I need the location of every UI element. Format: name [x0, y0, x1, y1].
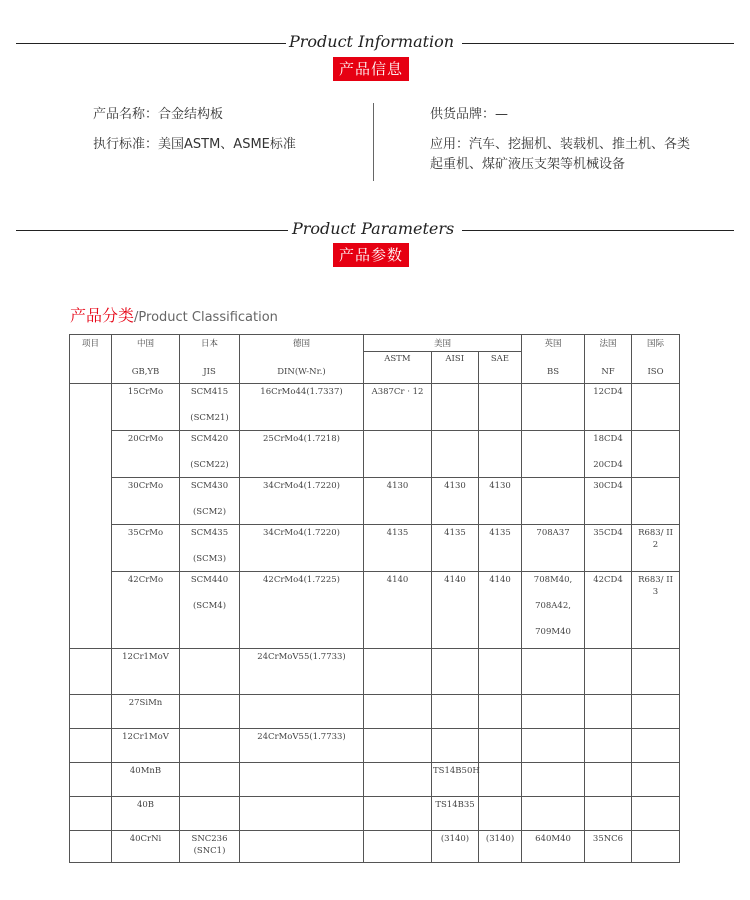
cell-jis — [180, 797, 240, 831]
cell-iso — [632, 649, 680, 695]
cell-jis-text: SCM430 — [190, 481, 229, 491]
cell-jis — [180, 729, 240, 763]
cell-nf — [585, 572, 632, 649]
cell-iso-text: R683/ II — [638, 575, 673, 585]
cell-item — [70, 384, 112, 649]
cell-sae — [479, 572, 522, 649]
cell-sae — [479, 831, 522, 863]
cell-jis — [180, 572, 240, 649]
classification-table — [69, 334, 680, 863]
header-france: 法国 NF — [585, 335, 632, 384]
cell-din-text: 24CrMoV55(1.7733) — [257, 732, 346, 742]
cell-aisi-text: 4140 — [444, 575, 466, 585]
cell-iso — [632, 729, 680, 763]
cell-astm — [364, 797, 432, 831]
cell-din-text: 25CrMo4(1.7218) — [263, 434, 340, 444]
cell-gb-text: 27SiMn — [128, 698, 163, 708]
cell-aisi — [432, 431, 479, 478]
cell-astm — [364, 831, 432, 863]
cell-item — [70, 729, 112, 763]
header-germany: 德国 DIN(W-Nr.) — [240, 335, 364, 384]
cell-sae — [479, 763, 522, 797]
cell-bs — [522, 831, 585, 863]
cell-gb-text: 15CrMo — [127, 387, 164, 397]
cell-gb — [112, 649, 180, 695]
divider-line — [16, 43, 286, 44]
cell-item — [70, 797, 112, 831]
table-row — [70, 478, 680, 525]
cell-bs-text: 708A42, — [535, 601, 571, 611]
cell-jis — [180, 431, 240, 478]
cell-nf-text: 20CD4 — [593, 460, 623, 470]
cell-astm — [364, 384, 432, 431]
cell-jis — [180, 831, 240, 863]
cell-sae — [479, 384, 522, 431]
cell-nf-text: 35NC6 — [592, 834, 624, 844]
cell-bs — [522, 431, 585, 478]
header-intl: 国际 ISO — [632, 335, 680, 384]
cell-din — [240, 525, 364, 572]
cell-bs-text: 708M40, — [533, 575, 573, 585]
cell-jis — [180, 649, 240, 695]
header-sae: SAE — [490, 354, 509, 364]
cell-aisi — [432, 729, 479, 763]
cell-gb-text: 35CrMo — [127, 528, 164, 538]
cell-iso-text: 2 — [652, 540, 659, 550]
cell-din — [240, 478, 364, 525]
cell-item — [70, 695, 112, 729]
cell-gb-text: 40MnB — [129, 766, 162, 776]
cell-bs — [522, 649, 585, 695]
cell-gb — [112, 478, 180, 525]
cell-nf — [585, 478, 632, 525]
cell-aisi — [432, 525, 479, 572]
cell-sae — [479, 729, 522, 763]
cell-din — [240, 695, 364, 729]
table-row — [70, 384, 680, 431]
table-row — [70, 431, 680, 478]
cell-sae — [479, 478, 522, 525]
cell-gb-text: 30CrMo — [127, 481, 164, 491]
cell-sae — [479, 431, 522, 478]
cell-jis — [180, 525, 240, 572]
header-aisi: AISI — [432, 352, 479, 383]
cell-astm — [364, 478, 432, 525]
cell-bs — [522, 572, 585, 649]
cell-iso — [632, 525, 680, 572]
cell-aisi-text: TS14B35 — [435, 800, 475, 810]
divider-line — [16, 230, 288, 231]
cell-nf — [585, 797, 632, 831]
cell-gb — [112, 572, 180, 649]
cell-din — [240, 729, 364, 763]
section-title-en: Product Information — [289, 32, 455, 51]
cell-gb — [112, 831, 180, 863]
cell-iso — [632, 797, 680, 831]
cell-bs — [522, 797, 585, 831]
cell-gb — [112, 384, 180, 431]
section-title-en: Product Parameters — [292, 219, 455, 238]
cell-aisi — [432, 797, 479, 831]
classification-title-cn: 产品分类 — [70, 306, 135, 325]
cell-astm — [364, 525, 432, 572]
divider-line — [462, 43, 734, 44]
cell-aisi — [432, 695, 479, 729]
cell-bs-text: 708A37 — [536, 528, 570, 538]
cell-gb-text: 40B — [136, 800, 155, 810]
cell-jis-text: SNC236 — [191, 834, 228, 844]
cell-gb — [112, 797, 180, 831]
cell-nf-text: 42CD4 — [593, 575, 623, 585]
product-application-line1: 应用：汽车、挖掘机、装载机、推土机、各类 — [430, 137, 691, 152]
cell-astm — [364, 763, 432, 797]
cell-jis-text: SCM415 — [190, 387, 229, 397]
cell-iso — [632, 763, 680, 797]
cell-nf — [585, 431, 632, 478]
cell-gb — [112, 763, 180, 797]
cell-gb-text: 40CrNi — [129, 834, 162, 844]
cell-bs — [522, 695, 585, 729]
cell-astm — [364, 431, 432, 478]
section-badge: 产品参数 — [333, 243, 409, 267]
header-uk: 英国 BS — [522, 335, 585, 384]
cell-aisi — [432, 384, 479, 431]
cell-din — [240, 763, 364, 797]
cell-astm — [364, 695, 432, 729]
cell-din-text: 34CrMo4(1.7220) — [263, 528, 340, 538]
cell-aisi — [432, 572, 479, 649]
cell-jis-text: (SCM21) — [190, 413, 229, 423]
header-item: 项目 — [70, 335, 112, 384]
cell-gb-text: 20CrMo — [127, 434, 164, 444]
cell-astm — [364, 649, 432, 695]
cell-nf — [585, 831, 632, 863]
cell-nf-text: 35CD4 — [593, 528, 623, 538]
section-badge: 产品信息 — [333, 57, 409, 81]
cell-gb — [112, 729, 180, 763]
cell-nf — [585, 729, 632, 763]
cell-jis-text: SCM435 — [190, 528, 229, 538]
cell-aisi — [432, 763, 479, 797]
cell-din-text: 34CrMo4(1.7220) — [263, 481, 340, 491]
table-row — [70, 572, 680, 649]
cell-din-text: 16CrMo44(1.7337) — [260, 387, 343, 397]
cell-jis-text: (SCM3) — [192, 554, 227, 564]
cell-din-text: 24CrMoV55(1.7733) — [257, 652, 346, 662]
section-header-params — [16, 219, 734, 243]
cell-din-text: 42CrMo4(1.7225) — [263, 575, 340, 585]
cell-din — [240, 572, 364, 649]
cell-astm-text: 4130 — [386, 481, 409, 491]
cell-din — [240, 431, 364, 478]
cell-jis-text: (SCM2) — [192, 507, 227, 517]
cell-bs — [522, 478, 585, 525]
header-usa: 美国 ASTM AISI SAE — [364, 335, 522, 384]
cell-iso — [632, 831, 680, 863]
cell-nf — [585, 525, 632, 572]
table-row — [70, 763, 680, 797]
cell-jis-text: SCM440 — [190, 575, 229, 585]
cell-din — [240, 384, 364, 431]
cell-jis-text: SCM420 — [190, 434, 229, 444]
cell-aisi — [432, 478, 479, 525]
cell-astm — [364, 729, 432, 763]
cell-bs — [522, 763, 585, 797]
cell-bs-text: 640M40 — [535, 834, 571, 844]
table-row — [70, 797, 680, 831]
cell-sae-text: 4140 — [489, 575, 511, 585]
cell-iso — [632, 478, 680, 525]
cell-sae-text: 4135 — [489, 528, 511, 538]
table-row — [70, 729, 680, 763]
cell-sae — [479, 797, 522, 831]
cell-sae — [479, 649, 522, 695]
cell-bs — [522, 525, 585, 572]
cell-jis — [180, 478, 240, 525]
cell-din — [240, 831, 364, 863]
vertical-divider — [373, 103, 374, 181]
cell-jis-text: (SNC1) — [193, 846, 226, 856]
cell-astm-text: 4135 — [386, 528, 409, 538]
header-astm: ASTM — [364, 352, 432, 383]
header-japan: 日本 JIS — [180, 335, 240, 384]
table-row — [70, 525, 680, 572]
cell-nf — [585, 384, 632, 431]
cell-aisi-text: TS14B50H — [433, 766, 480, 776]
cell-item — [70, 649, 112, 695]
cell-bs-text: 709M40 — [535, 627, 571, 637]
product-standard: 执行标准：美国ASTM、ASME标准 — [93, 137, 296, 152]
cell-astm-text: 4140 — [386, 575, 409, 585]
cell-sae-text: 4130 — [489, 481, 511, 491]
cell-astm — [364, 572, 432, 649]
cell-iso-text: R683/ II — [638, 528, 673, 538]
cell-iso — [632, 572, 680, 649]
cell-sae — [479, 525, 522, 572]
cell-jis — [180, 695, 240, 729]
cell-jis — [180, 384, 240, 431]
cell-astm-text: A387Cr · 12 — [371, 387, 424, 397]
cell-nf — [585, 763, 632, 797]
header-china: 中国 GB,YB — [112, 335, 180, 384]
cell-nf — [585, 649, 632, 695]
cell-sae-text: (3140) — [485, 834, 515, 844]
cell-jis — [180, 763, 240, 797]
cell-iso-text: 3 — [652, 587, 659, 597]
cell-bs — [522, 729, 585, 763]
cell-nf — [585, 695, 632, 729]
cell-iso — [632, 384, 680, 431]
cell-bs — [522, 384, 585, 431]
cell-aisi — [432, 649, 479, 695]
cell-gb — [112, 695, 180, 729]
cell-nf-text: 18CD4 — [593, 434, 623, 444]
table-row — [70, 649, 680, 695]
product-name: 产品名称：合金结构板 — [93, 107, 224, 122]
cell-nf-text: 30CD4 — [593, 481, 623, 491]
product-brand: 供货品牌：— — [430, 107, 509, 122]
cell-gb — [112, 525, 180, 572]
cell-jis-text: (SCM4) — [192, 601, 227, 611]
cell-iso — [632, 431, 680, 478]
cell-sae — [479, 695, 522, 729]
cell-gb-text: 12Cr1MoV — [122, 652, 169, 662]
cell-item — [70, 763, 112, 797]
cell-aisi — [432, 831, 479, 863]
cell-item — [70, 831, 112, 863]
cell-aisi-text: 4130 — [444, 481, 466, 491]
classification-title — [70, 303, 278, 326]
cell-din — [240, 797, 364, 831]
cell-din — [240, 649, 364, 695]
cell-iso — [632, 695, 680, 729]
cell-gb-text: 12Cr1MoV — [122, 732, 169, 742]
cell-jis-text: (SCM22) — [190, 460, 229, 470]
table-row — [70, 831, 680, 863]
classification-title-en: /Product Classification — [134, 310, 278, 325]
cell-nf-text: 12CD4 — [593, 387, 623, 397]
cell-gb-text: 42CrMo — [127, 575, 164, 585]
table-header-row — [70, 335, 680, 384]
product-application-line2: 起重机、煤矿液压支架等机械设备 — [430, 157, 626, 172]
cell-gb — [112, 431, 180, 478]
cell-aisi-text: 4135 — [444, 528, 466, 538]
divider-line — [462, 230, 734, 231]
cell-aisi-text: (3140) — [440, 834, 470, 844]
section-header-info — [16, 32, 734, 56]
table-row — [70, 695, 680, 729]
